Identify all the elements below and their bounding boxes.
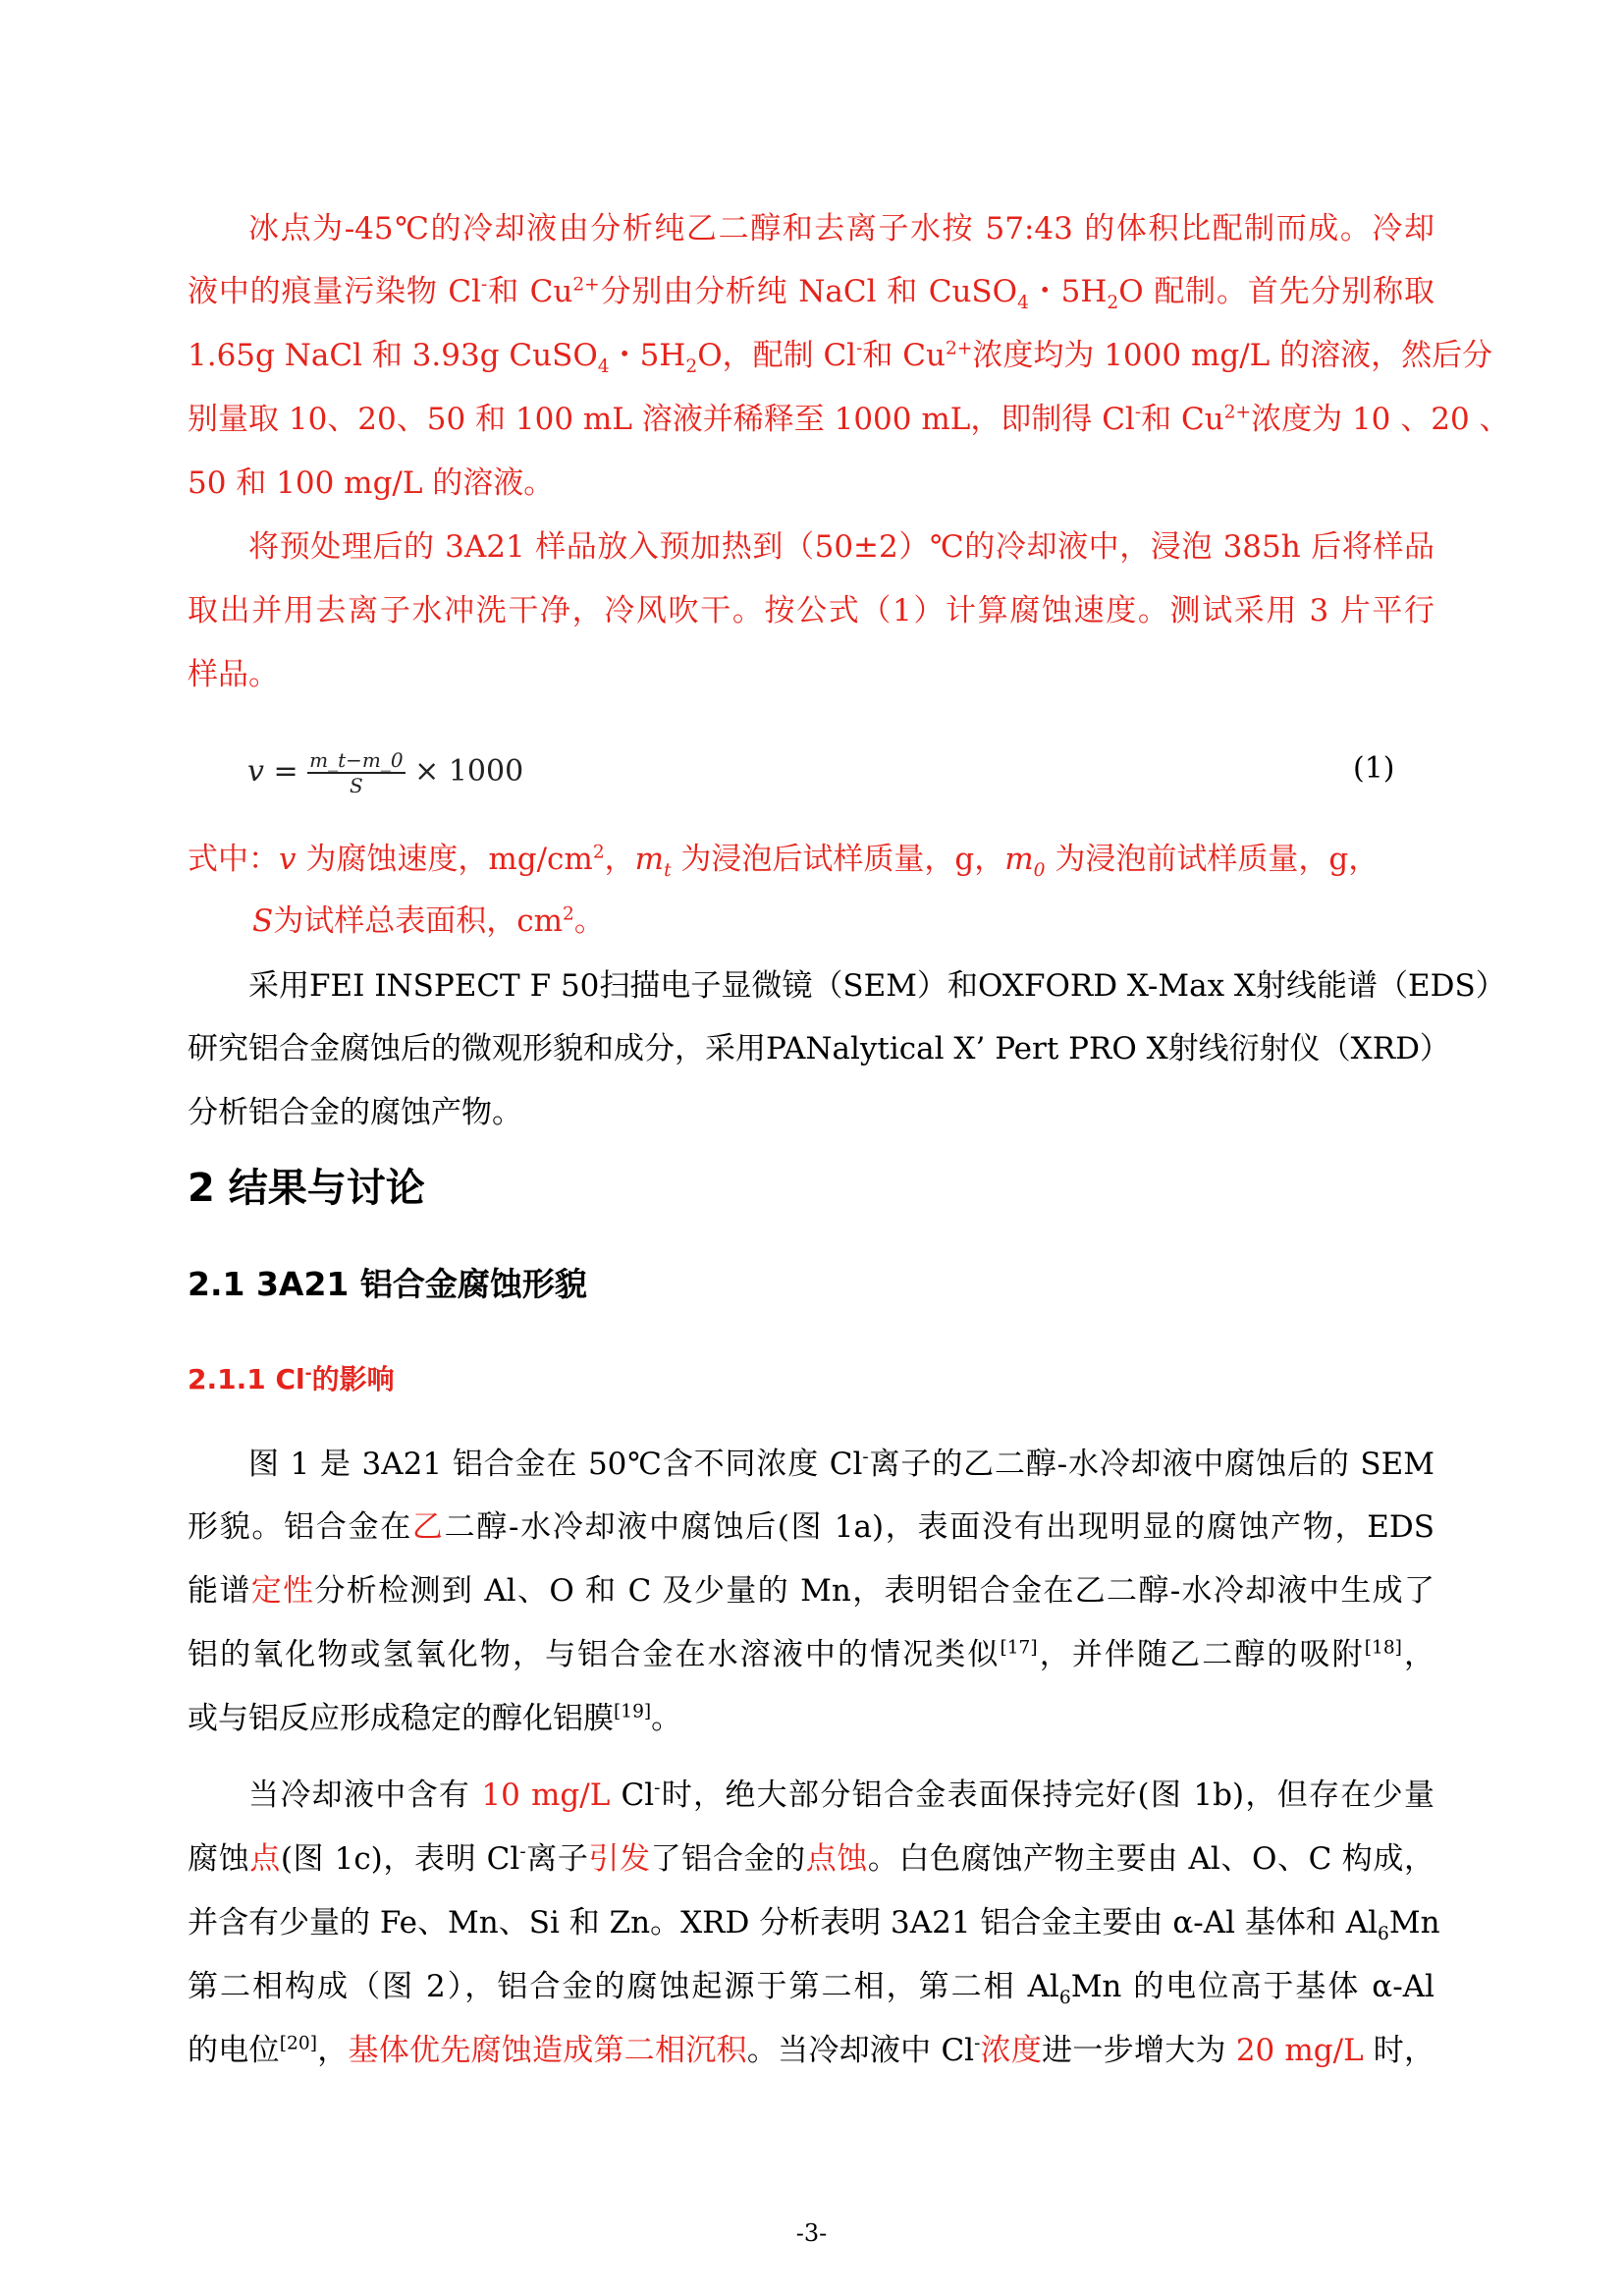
para1-line1: 冰点为-45℃的冷却液由分析纯乙二醇和去离子水按 57:43 的体积比配制而成。冷却 [248, 211, 1434, 246]
para5-line2: 腐蚀点(图 1c)，表明 Cl-离子引发了铝合金的点蚀。白色腐蚀产物主要由 Al、O、C 构成， [188, 1841, 1435, 1877]
equation-1: v = $\frac{m\_t-m\_0}{S}$ × 1000 [247, 748, 524, 797]
para4-line2: 形貌。铝合金在乙二醇-水冷却液中腐蚀后(图 1a)，表面没有出现明显的腐蚀产物，EDS [188, 1509, 1434, 1545]
para3-line1: 采用FEI INSPECT F 50扫描电子显微镜（SEM）和OXFORD X-Max X射线能谱（EDS） [248, 968, 1506, 1004]
subsection-heading: 2.1 3A21 铝合金腐蚀形貌 [188, 1265, 587, 1303]
subsubsection-heading: 2.1.1 Cl-的影响 [188, 1362, 395, 1395]
para4-line3: 能谱定性分析检测到 Al、O 和 C 及少量的 Mn，表明铝合金在乙二醇-水冷却液中生成了 [188, 1573, 1435, 1609]
para1-line2: 液中的痕量污染物 Cl-和 $Cu^{2+}$分别由分析纯 NaCl 和 CuSO$_4$・$5H_2O$ 配制。首先分别称取 [188, 274, 1434, 314]
para2-line1: 将预处理后的 3A21 样品放入预加热到（50±2）℃的冷却液中，浸泡 385h 后将样品 [248, 529, 1434, 565]
para1-line5: 50 和 100 mg/L 的溶液。 [188, 465, 555, 501]
section-heading: 2 结果与讨论 [188, 1166, 425, 1211]
para4-line1: 图 1 是 3A21 铝合金在 50℃含不同浓度 Cl-离子的乙二醇-水冷却液中腐蚀后的 SEM [248, 1447, 1434, 1482]
equation-where-line2: S为试样总表面积，$cm^2$。 [252, 903, 605, 939]
para2-line2: 取出并用去离子水冲洗干净，冷风吹干。按公式（1）计算腐蚀速度。测试采用 3 片平行 [188, 593, 1434, 629]
para3-line2: 研究铝合金腐蚀后的微观形貌和成分，采用PANalytical X’ Pert PRO X射线衍射仪（XRD） [188, 1031, 1450, 1066]
equation-number: (1) [1353, 751, 1395, 786]
para1-line4: 别量取 10、20、50 和 100 mL 溶液并稀释至 1000 mL，即制得 Cl-和 $Cu^{2+}$浓度为 10 、20 、 [188, 402, 1510, 437]
page-number: -3- [795, 2219, 828, 2247]
para4-line5: 或与铝反应形成稳定的醇化铝膜[19]。 [188, 1701, 682, 1736]
para5-line4: 第二相构成（图 2），铝合金的腐蚀起源于第二相，第二相 $Al_6Mn$ 的电位高于基体 α-Al [188, 1969, 1435, 2009]
para5-line1: 当冷却液中含有 10 mg/L Cl-时，绝大部分铝合金表面保持完好(图 1b)，但存在少量 [248, 1777, 1434, 1813]
equation-fraction: $\frac{m\_t-m\_0}{S}$ [309, 748, 404, 797]
para5-line3: 并含有少量的 Fe、Mn、Si 和 Zn。XRD 分析表明 3A21 铝合金主要由 α-Al 基体和 $Al_6Mn$ [188, 1905, 1440, 1945]
para3-line3: 分析铝合金的腐蚀产物。 [188, 1095, 522, 1130]
para5-line5: 的电位[20]，基体优先腐蚀造成第二相沉积。当冷却液中 Cl-浓度进一步增大为 20 mg/L 时， [188, 2033, 1435, 2068]
para4-line4: 铝的氧化物或氢氧化物，与铝合金在水溶液中的情况类似[17]，并伴随乙二醇的吸附[18]， [188, 1637, 1435, 1672]
equation-where-line1: 式中：v 为腐蚀速度，$mg/cm^2$，$m_t$ 为浸泡后试样质量，g，$m_0$ 为浸泡前试样质量，g， [188, 842, 1380, 882]
para2-line3: 样品。 [188, 657, 279, 692]
para1-line3: 1.65g NaCl 和 3.93g CuSO$_4$・$5H_2O$，配制 Cl-和 $Cu^{2+}$浓度均为 1000 mg/L 的溶液，然后分 [188, 338, 1493, 378]
